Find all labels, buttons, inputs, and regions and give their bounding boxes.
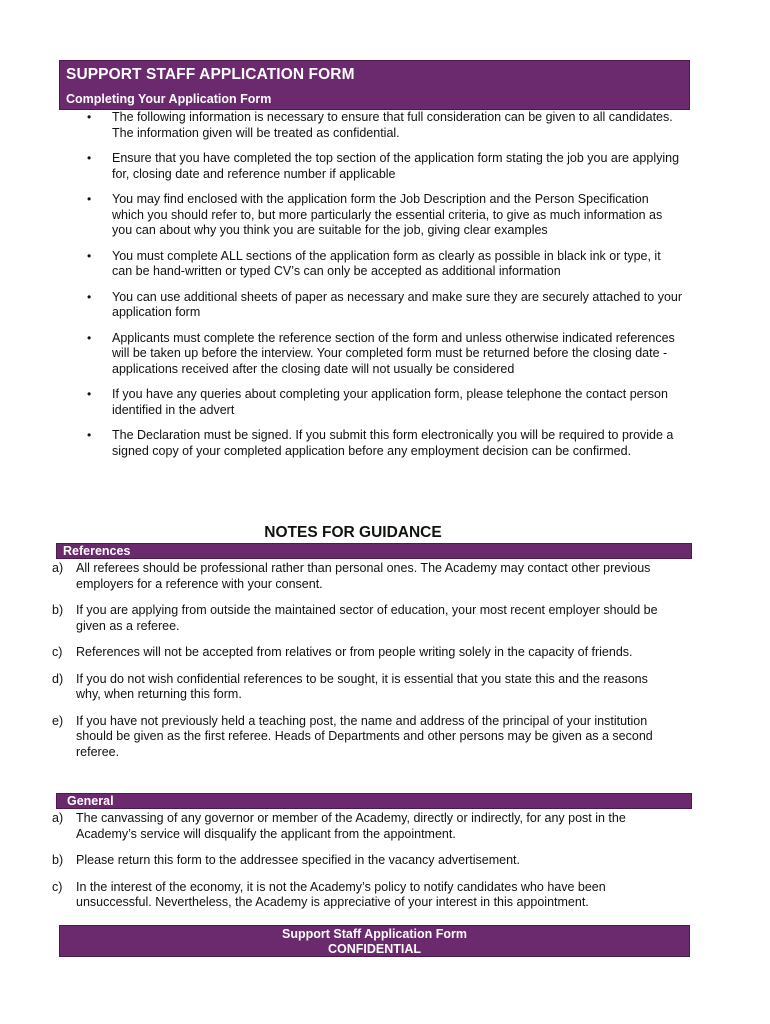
form-title: SUPPORT STAFF APPLICATION FORM bbox=[66, 66, 355, 83]
reference-item bbox=[52, 645, 672, 661]
form-header-bar bbox=[59, 60, 690, 110]
bullet-icon: • bbox=[87, 330, 92, 345]
instruction-text: You may find enclosed with the application form the Job Description and the Person Specification which you should refer to, but more particularly the essential criteria, to give as much information as you can about why you think you are suitable for the job, giving clear examples bbox=[112, 192, 663, 237]
item-marker: d) bbox=[52, 671, 64, 686]
general-text: The canvassing of any governor or member of the Academy, directly or indirectly, for any post in the Academy’s service will disqualify the applicant from the appointment. bbox=[76, 811, 626, 841]
bullet-icon: • bbox=[87, 151, 92, 165]
references-heading-bar bbox=[56, 543, 692, 559]
general-heading: General bbox=[67, 794, 114, 808]
reference-item bbox=[52, 561, 672, 592]
bullet-icon: • bbox=[87, 110, 92, 124]
instruction-item bbox=[84, 331, 684, 378]
instruction-text: You must complete ALL sections of the application form as clearly as possible in black ink or type, it can be hand-written or typed CV’s can only be accepted as additional information bbox=[112, 248, 661, 278]
general-list bbox=[52, 811, 672, 911]
instruction-text: Applicants must complete the reference section of the form and unless otherwise indicated references will be taken up before the interview. Your completed form must be returned before the closing date - applications received after the closing date will not usually be considered bbox=[112, 330, 675, 376]
instruction-item bbox=[84, 110, 684, 141]
footer-title: Support Staff Application Form bbox=[282, 927, 467, 941]
reference-item bbox=[52, 672, 672, 703]
reference-item bbox=[52, 714, 672, 761]
item-marker: a) bbox=[52, 811, 64, 825]
bullet-icon: • bbox=[87, 428, 92, 442]
instruction-item bbox=[84, 151, 684, 182]
bullet-icon: • bbox=[87, 192, 92, 206]
item-marker: e) bbox=[52, 713, 64, 728]
bullet-icon: • bbox=[87, 248, 92, 263]
instruction-text: You can use additional sheets of paper as necessary and make sure they are securely attached to your application form bbox=[112, 289, 683, 319]
general-item bbox=[52, 880, 672, 911]
references-list bbox=[52, 561, 672, 771]
instruction-text: The Declaration must be signed. If you submit this form electronically you will be required to provide a signed copy of your completed application before any employment decision can be confirmed. bbox=[112, 428, 674, 458]
item-marker: c) bbox=[52, 645, 63, 659]
general-item bbox=[52, 853, 672, 869]
instruction-text: If you have any queries about completing your application form, please telephone the contact person identified in the advert bbox=[112, 387, 668, 417]
item-marker: b) bbox=[52, 603, 64, 617]
bullet-icon: • bbox=[87, 387, 92, 401]
reference-item bbox=[52, 603, 672, 634]
form-subtitle: Completing Your Application Form bbox=[66, 92, 272, 106]
references-heading: References bbox=[63, 544, 131, 558]
reference-text: If you are applying from outside the maintained sector of education, your most recent employer should be given as a referee. bbox=[76, 603, 658, 633]
instructions-list bbox=[84, 110, 684, 469]
instruction-item bbox=[84, 249, 684, 280]
general-heading-bar bbox=[56, 793, 692, 809]
reference-text: If you have not previously held a teaching post, the name and address of the principal of your institution should be given as the first referee. Heads of Departments and other persons may be given as a second referee. bbox=[76, 713, 653, 759]
reference-text: References will not be accepted from relatives or from people writing solely in the capacity of friends. bbox=[76, 645, 633, 659]
reference-text: If you do not wish confidential references to be sought, it is essential that you state this and the reasons why, when returning this form. bbox=[76, 671, 648, 701]
item-marker: b) bbox=[52, 853, 64, 867]
instruction-item bbox=[84, 387, 684, 418]
item-marker: a) bbox=[52, 561, 64, 575]
item-marker: c) bbox=[52, 879, 63, 894]
general-text: In the interest of the economy, it is not the Academy’s policy to notify candidates who have been unsuccessful. Nevertheless, the Academy is appreciative of your interest in this appointment. bbox=[76, 879, 606, 909]
general-item bbox=[52, 811, 672, 842]
notes-heading: NOTES FOR GUIDANCE bbox=[264, 524, 442, 541]
footer-bar bbox=[59, 925, 690, 957]
instruction-item bbox=[84, 428, 684, 459]
bullet-icon: • bbox=[87, 289, 92, 304]
footer-confidential: CONFIDENTIAL bbox=[327, 942, 422, 956]
general-text: Please return this form to the addressee specified in the vacancy advertisement. bbox=[76, 853, 520, 867]
instruction-text: The following information is necessary to ensure that full consideration can be given to all candidates. The information given will be treated as confidential. bbox=[112, 110, 673, 140]
instruction-text: Ensure that you have completed the top section of the application form stating the job you are applying for, closing date and reference number if applicable bbox=[112, 151, 680, 181]
instruction-item bbox=[84, 192, 684, 239]
instruction-item bbox=[84, 290, 684, 321]
reference-text: All referees should be professional rather than personal ones. The Academy may contact other previous employers for a reference with your consent. bbox=[76, 561, 651, 591]
